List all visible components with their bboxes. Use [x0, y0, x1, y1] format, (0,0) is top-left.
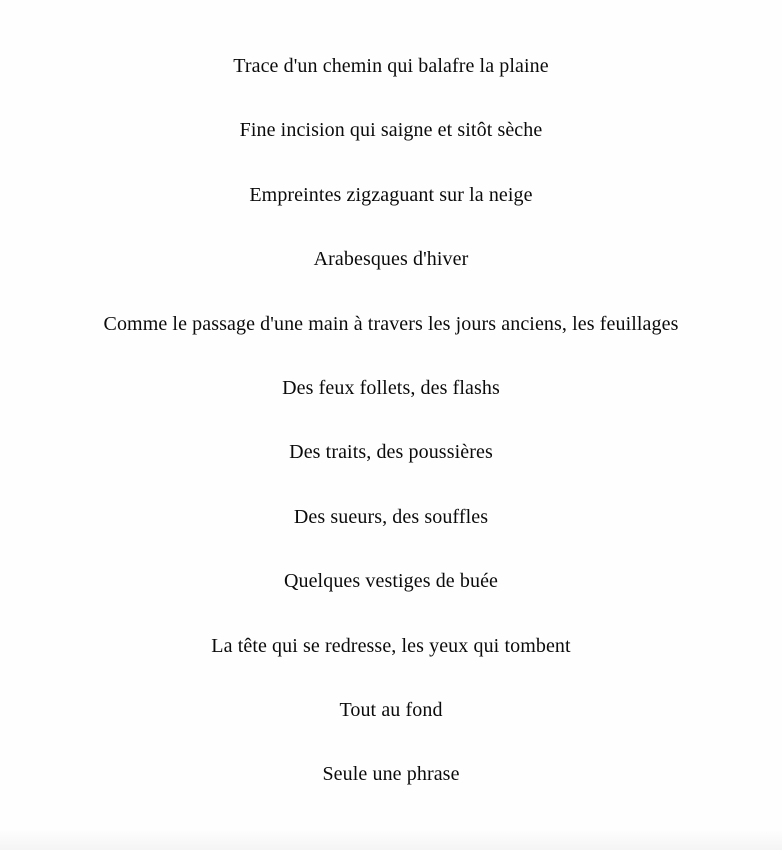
poem-line: Arabesques d'hiver — [313, 248, 469, 271]
poem-line: Empreintes zigzaguant sur la neige — [249, 183, 533, 206]
page-bottom-shadow — [0, 830, 782, 850]
poem-line: Fine incision qui saigne et sitôt sèche — [239, 119, 543, 142]
poem-line: Tout au fond — [339, 698, 443, 721]
poem-line: Seule une phrase — [322, 763, 460, 786]
poem-line: Des sueurs, des souffles — [293, 505, 489, 528]
poem-line: Trace d'un chemin qui balafre la plaine — [233, 55, 549, 77]
poem-line: Comme le passage d'une main à travers les jours anciens, les feuillages — [103, 312, 679, 335]
poem-line: Des traits, des poussières — [289, 441, 493, 464]
poem-line: La tête qui se redresse, les yeux qui tombent — [211, 634, 571, 657]
poem-line: Quelques vestiges de buée — [283, 570, 499, 593]
poem-line: Des feux follets, des flashs — [282, 376, 500, 399]
